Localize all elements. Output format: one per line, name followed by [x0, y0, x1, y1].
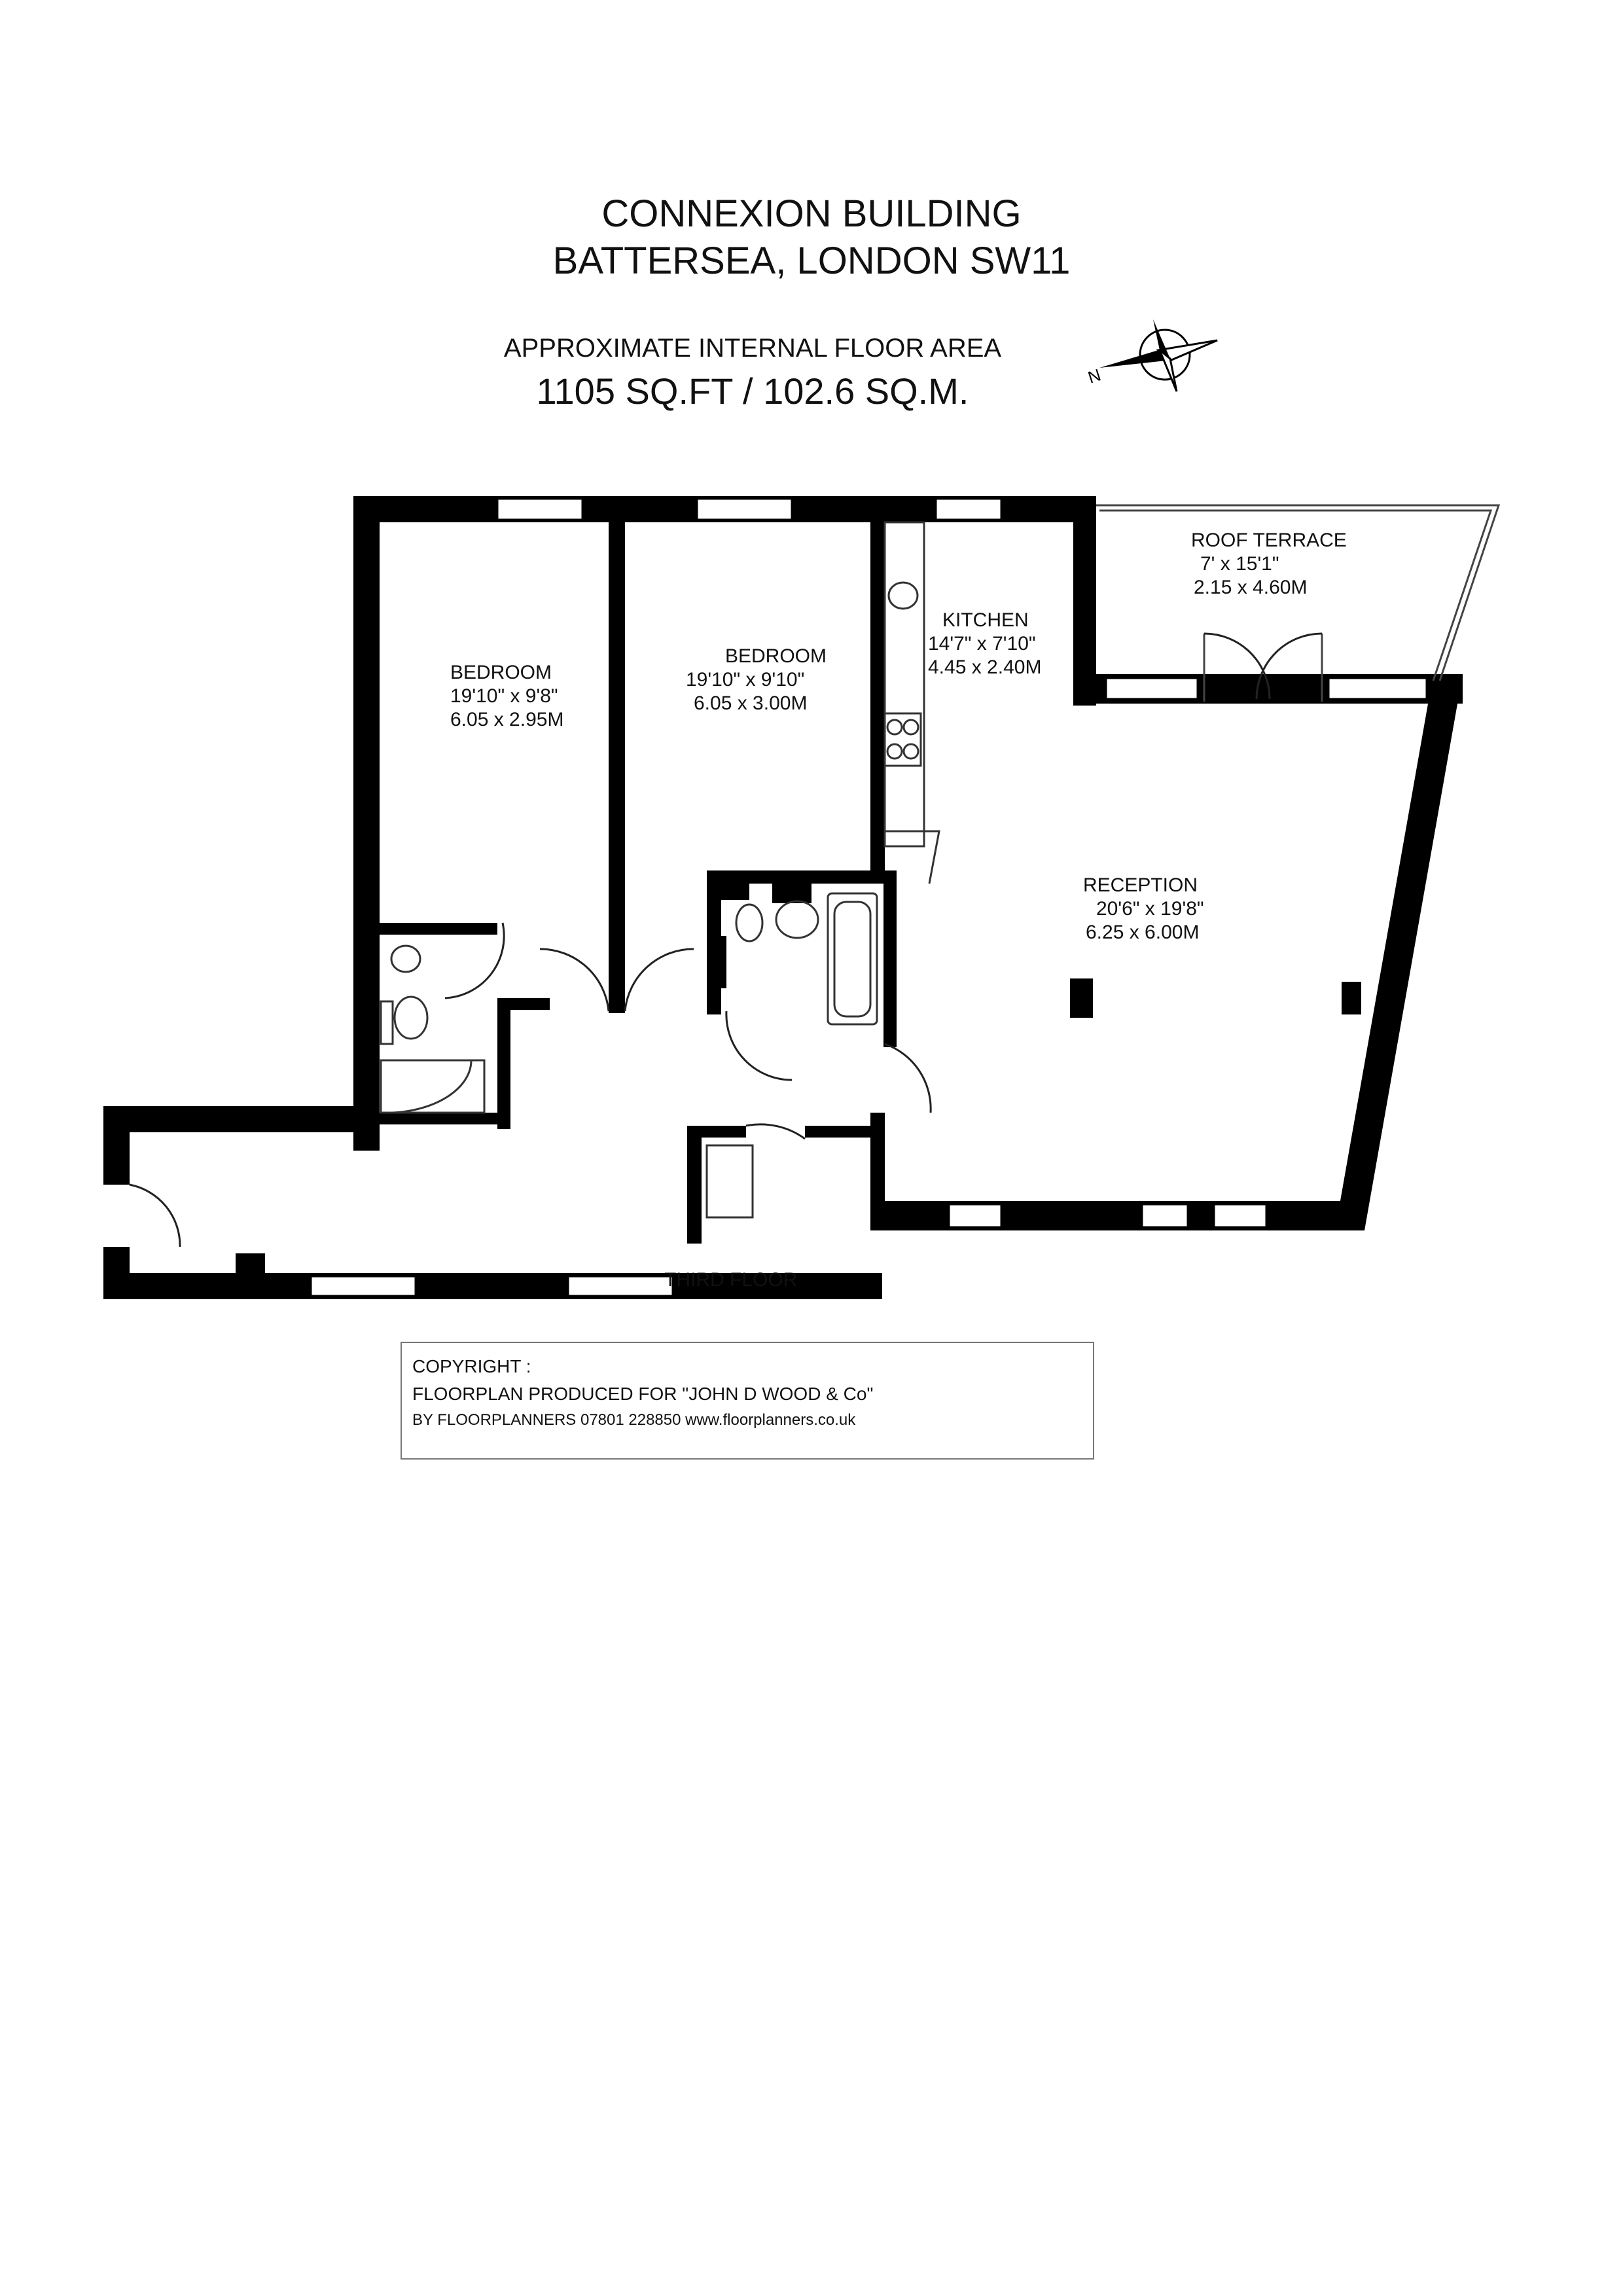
kitchen-label: [928, 609, 1041, 679]
roof-terrace-name: ROOF TERRACE: [1191, 529, 1347, 551]
reception-imperial: 20'6" x 19'8": [1096, 898, 1204, 920]
copyright-produced-for: FLOORPLAN PRODUCED FOR "JOHN D WOOD & Co": [412, 1384, 874, 1404]
bedroom-2-metric: 6.05 x 3.00M: [694, 692, 808, 714]
kitchen-name: KITCHEN: [942, 609, 1029, 631]
bedroom-1-label: [450, 661, 563, 732]
building-name: CONNEXION BUILDING: [601, 192, 1022, 235]
bedroom-1-name: BEDROOM: [450, 662, 552, 683]
bedroom-2-name: BEDROOM: [725, 645, 827, 667]
copyright-heading: COPYRIGHT :: [412, 1356, 531, 1376]
bedroom-2-label: [686, 645, 827, 715]
reception-label: [1083, 874, 1204, 944]
bedroom-1-imperial: 19'10" x 9'8": [450, 685, 558, 707]
compass-north-label: N: [1085, 365, 1103, 387]
kitchen-imperial: 14'7" x 7'10": [928, 633, 1036, 655]
bedroom-2-imperial: 19'10" x 9'10": [686, 669, 805, 691]
kitchen-metric: 4.45 x 2.40M: [928, 656, 1042, 678]
windows: [311, 499, 1427, 1296]
kitchen-fittings: [885, 522, 939, 884]
reception-name: RECEPTION: [1083, 874, 1198, 896]
bedroom-1-metric: 6.05 x 2.95M: [450, 709, 564, 730]
building-address: BATTERSEA, LONDON SW11: [552, 240, 1071, 282]
roof-terrace-metric: 2.15 x 4.60M: [1194, 577, 1308, 598]
floor-area-value: 1105 SQ.FT / 102.6 SQ.M.: [536, 370, 969, 412]
walls: [103, 496, 1463, 1299]
reception-metric: 6.25 x 6.00M: [1086, 922, 1200, 943]
roof-terrace-imperial: 7' x 15'1": [1200, 553, 1279, 575]
floor-label: THIRD FLOOR: [664, 1269, 798, 1291]
bathroom-fittings: [381, 893, 877, 1217]
floor-area-label: APPROXIMATE INTERNAL FLOOR AREA: [503, 334, 1002, 363]
roof-terrace-label: [1191, 529, 1347, 600]
copyright-contact: BY FLOORPLANNERS 07801 228850 www.floorplanners.co.uk: [412, 1411, 856, 1429]
